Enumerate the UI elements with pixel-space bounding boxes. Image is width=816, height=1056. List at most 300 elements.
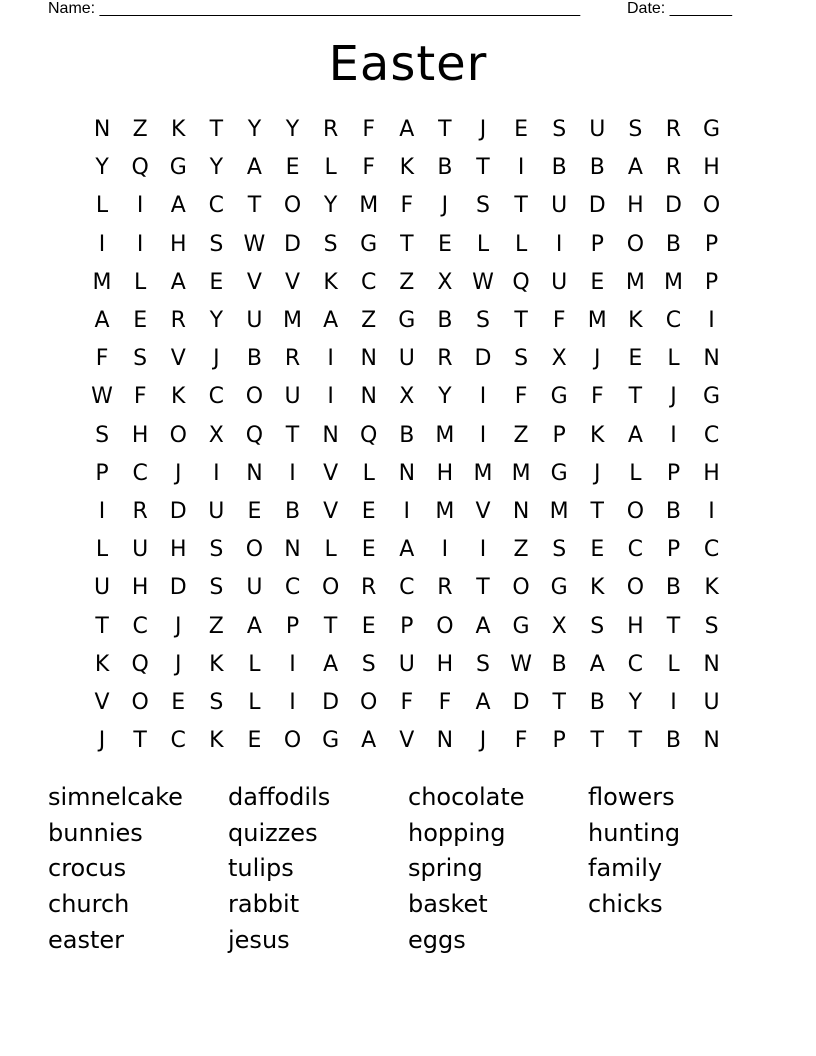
grid-letter: B	[437, 308, 453, 334]
word-bank-item: flowers	[588, 783, 675, 811]
grid-letter: A	[361, 728, 377, 754]
grid-letter: F	[362, 155, 376, 181]
grid-letter: U	[93, 575, 111, 601]
grid-letter: O	[360, 689, 378, 715]
word-bank-item: spring	[408, 854, 483, 883]
grid-letter: K	[399, 155, 415, 181]
grid-letter: V	[246, 269, 262, 295]
grid-letter: S	[476, 308, 490, 334]
grid-letter: E	[247, 728, 262, 754]
header-line	[0, 0, 816, 20]
grid-letter: C	[627, 651, 644, 677]
grid-letter: S	[209, 537, 224, 563]
grid-letter: T	[438, 117, 452, 143]
grid-letter: J	[670, 384, 677, 410]
grid-letter: S	[133, 346, 148, 372]
grid-letter: N	[703, 728, 720, 754]
grid-letter: E	[285, 155, 300, 181]
grid-letter: I	[403, 498, 411, 524]
grid-letter: E	[590, 537, 605, 563]
grid-letter: F	[400, 689, 414, 715]
grid-letter: O	[245, 537, 264, 563]
grid-letter: H	[131, 422, 149, 448]
grid-letter: J	[594, 346, 601, 372]
grid-letter: H	[131, 575, 149, 601]
grid-letter: U	[208, 498, 225, 524]
grid-letter: P	[552, 422, 566, 448]
grid-letter: V	[94, 689, 110, 715]
grid-letter: Y	[95, 155, 109, 181]
grid-letter: N	[398, 460, 416, 486]
grid-letter: I	[327, 384, 334, 410]
word-bank-item: church	[48, 890, 130, 919]
grid-letter: G	[703, 384, 721, 410]
grid-letter: F	[362, 117, 376, 143]
grid-letter: Z	[513, 422, 529, 448]
grid-letter: F	[514, 384, 528, 410]
grid-letter: N	[284, 537, 301, 563]
grid-letter: L	[514, 231, 528, 257]
grid-letter: D	[664, 193, 682, 219]
grid-letter: S	[476, 651, 490, 677]
grid-letter: K	[209, 728, 224, 754]
grid-letter: K	[171, 384, 186, 410]
grid-letter: E	[514, 117, 529, 143]
grid-letter: Y	[285, 117, 300, 143]
grid-letter: F	[552, 308, 566, 334]
grid-letter: Q	[245, 422, 264, 448]
grid-letter: I	[327, 346, 334, 372]
grid-letter: C	[399, 575, 415, 601]
grid-letter: T	[628, 728, 643, 754]
grid-letter: G	[550, 384, 568, 410]
grid-letter: T	[400, 231, 414, 257]
grid-letter: G	[512, 613, 530, 639]
grid-letter: Q	[512, 269, 530, 295]
grid-letter: F	[95, 346, 109, 372]
grid-letter: L	[362, 460, 375, 486]
grid-letter: B	[589, 689, 605, 715]
word-bank-item: hunting	[588, 818, 681, 847]
name-field[interactable]: Name: ______________________________________________________	[48, 0, 581, 17]
grid-letter: Q	[360, 422, 378, 448]
grid-letter: R	[361, 575, 377, 601]
grid-letter: A	[323, 308, 339, 334]
grid-letter: Z	[208, 613, 224, 639]
grid-letter: J	[213, 346, 220, 372]
grid-letter: Z	[513, 537, 529, 563]
grid-letter: M	[435, 422, 455, 448]
grid-letter: D	[512, 689, 530, 715]
grid-letter: P	[704, 231, 719, 257]
grid-letter: A	[399, 117, 415, 143]
grid-letter: T	[133, 728, 147, 754]
grid-letter: G	[169, 155, 187, 181]
grid-letter: C	[208, 384, 225, 410]
grid-letter: R	[437, 575, 453, 601]
grid-letter: J	[98, 728, 106, 754]
grid-letter: I	[479, 422, 487, 448]
grid-letter: C	[703, 537, 720, 563]
grid-letter: T	[476, 155, 490, 181]
grid-letter: M	[92, 269, 112, 295]
word-bank-item: hopping	[408, 818, 506, 847]
grid-letter: A	[94, 308, 110, 334]
grid-letter: W	[472, 269, 494, 295]
grid-letter: P	[95, 460, 109, 486]
grid-letter: L	[667, 346, 680, 372]
grid-letter: M	[625, 269, 645, 295]
grid-letter: W	[243, 231, 266, 257]
grid-letter: O	[436, 613, 454, 639]
grid-letter: B	[284, 498, 301, 524]
grid-letter: U	[703, 689, 720, 715]
grid-letter: J	[441, 193, 449, 219]
grid-letter: R	[665, 155, 682, 181]
letter-grid	[83, 111, 731, 760]
grid-letter: D	[588, 193, 606, 219]
grid-letter: D	[322, 689, 340, 715]
grid-letter: I	[136, 231, 144, 257]
grid-letter: O	[169, 422, 187, 448]
grid-letter: P	[704, 269, 719, 295]
grid-letter: B	[665, 575, 681, 601]
word-bank-item: daffodils	[228, 783, 331, 811]
grid-letter: K	[704, 575, 719, 601]
grid-letter: D	[474, 346, 492, 372]
grid-letter: X	[208, 422, 224, 448]
grid-letter: B	[665, 728, 681, 754]
grid-letter: O	[702, 193, 721, 219]
grid-letter: L	[629, 460, 642, 486]
grid-letter: L	[324, 155, 337, 181]
grid-letter: M	[359, 193, 379, 219]
grid-letter: E	[247, 498, 262, 524]
grid-letter: O	[321, 575, 340, 601]
grid-letter: A	[170, 269, 186, 295]
grid-letter: D	[169, 575, 187, 601]
grid-letter: B	[551, 651, 567, 677]
grid-letter: T	[247, 193, 262, 219]
grid-letter: Z	[399, 269, 415, 295]
grid-letter: N	[360, 346, 377, 372]
grid-letter: B	[399, 422, 415, 448]
grid-letter: Y	[628, 689, 643, 715]
grid-letter: U	[398, 346, 415, 372]
grid-letter: L	[95, 537, 109, 563]
grid-letter: H	[436, 651, 454, 677]
grid-letter: E	[171, 689, 186, 715]
grid-letter: L	[667, 651, 680, 677]
grid-letter: I	[479, 537, 487, 563]
grid-letter: R	[665, 117, 682, 143]
grid-letter: C	[665, 308, 682, 334]
grid-letter: C	[627, 537, 644, 563]
grid-letter: U	[284, 384, 301, 410]
grid-letter: B	[665, 498, 681, 524]
grid-letter: S	[552, 537, 567, 563]
grid-letter: F	[400, 193, 414, 219]
grid-letter: N	[436, 728, 454, 754]
grid-letter: U	[589, 117, 606, 143]
grid-letter: M	[283, 308, 302, 334]
grid-letter: D	[284, 231, 301, 257]
grid-letter: A	[627, 155, 643, 181]
grid-letter: C	[284, 575, 301, 601]
grid-letter: S	[209, 575, 224, 601]
grid-letter: N	[360, 384, 377, 410]
grid-letter: B	[551, 155, 567, 181]
grid-letter: T	[323, 613, 338, 639]
grid-letter: J	[174, 460, 182, 486]
grid-letter: P	[552, 728, 566, 754]
grid-letter: N	[703, 651, 720, 677]
grid-letter: S	[95, 422, 110, 448]
grid-letter: F	[133, 384, 147, 410]
grid-letter: S	[514, 346, 529, 372]
word-bank-item: family	[588, 854, 663, 883]
word-bank-item: basket	[408, 890, 488, 919]
grid-letter: A	[246, 155, 262, 181]
grid-letter: T	[590, 728, 604, 754]
grid-letter: S	[361, 651, 376, 677]
grid-letter: T	[514, 308, 528, 334]
grid-letter: E	[628, 346, 643, 372]
grid-letter: G	[550, 575, 568, 601]
grid-letter: H	[436, 460, 454, 486]
grid-letter: V	[323, 460, 339, 486]
grid-letter: O	[626, 231, 645, 257]
grid-letter: C	[361, 269, 377, 295]
grid-letter: F	[514, 728, 528, 754]
grid-letter: F	[590, 384, 604, 410]
grid-letter: P	[666, 537, 681, 563]
grid-letter: I	[708, 498, 715, 524]
grid-letter: A	[475, 689, 491, 715]
grid-letter: O	[512, 575, 530, 601]
grid-letter: M	[435, 498, 455, 524]
word-bank-item: easter	[48, 925, 125, 954]
grid-letter: X	[399, 384, 415, 410]
grid-letter: I	[289, 651, 296, 677]
grid-letter: X	[437, 269, 453, 295]
grid-letter: S	[209, 689, 224, 715]
grid-letter: S	[323, 231, 338, 257]
grid-letter: E	[437, 231, 452, 257]
grid-letter: V	[170, 346, 186, 372]
grid-letter: U	[398, 651, 415, 677]
grid-letter: I	[98, 498, 106, 524]
grid-letter: L	[95, 193, 109, 219]
grid-letter: N	[703, 346, 720, 372]
grid-letter: J	[479, 728, 487, 754]
grid-letter: T	[95, 613, 109, 639]
grid-letter: T	[666, 613, 681, 639]
word-bank-item: tulips	[228, 854, 294, 883]
grid-letter: K	[628, 308, 643, 334]
grid-letter: E	[361, 498, 376, 524]
grid-letter: I	[98, 231, 106, 257]
word-bank-item: chocolate	[408, 783, 525, 811]
grid-letter: K	[209, 651, 224, 677]
grid-letter: S	[704, 613, 719, 639]
grid-letter: J	[479, 117, 487, 143]
grid-letter: Q	[131, 155, 149, 181]
grid-letter: U	[551, 193, 568, 219]
grid-letter: U	[246, 308, 263, 334]
grid-letter: Y	[323, 193, 338, 219]
grid-letter: H	[627, 193, 644, 219]
grid-letter: K	[590, 422, 605, 448]
grid-letter: H	[627, 613, 644, 639]
grid-letter: G	[322, 728, 340, 754]
grid-letter: O	[626, 575, 645, 601]
grid-letter: S	[209, 231, 224, 257]
grid-letter: A	[246, 613, 262, 639]
grid-letter: I	[213, 460, 220, 486]
grid-letter: B	[665, 231, 681, 257]
grid-letter: A	[589, 651, 605, 677]
grid-letter: M	[511, 460, 531, 486]
grid-letter: O	[626, 498, 645, 524]
grid-letter: P	[400, 613, 414, 639]
word-bank-item: quizzes	[228, 818, 318, 847]
word-bank-item: bunnies	[48, 818, 143, 847]
grid-letter: I	[289, 460, 296, 486]
word-bank-item: simnelcake	[48, 783, 183, 811]
grid-letter: I	[670, 689, 677, 715]
grid-letter: T	[552, 689, 566, 715]
grid-letter: H	[169, 537, 187, 563]
grid-letter: J	[174, 613, 182, 639]
grid-letter: V	[284, 269, 301, 295]
grid-letter: E	[133, 308, 148, 334]
grid-letter: J	[594, 460, 601, 486]
grid-letter: G	[398, 308, 416, 334]
grid-letter: M	[587, 308, 607, 334]
grid-letter: C	[170, 728, 186, 754]
grid-letter: N	[512, 498, 530, 524]
date-field[interactable]: Date: _______	[627, 0, 732, 17]
word-bank-item: rabbit	[228, 890, 300, 919]
grid-letter: U	[132, 537, 149, 563]
grid-letter: C	[132, 613, 148, 639]
word-bank-item: crocus	[48, 854, 127, 883]
grid-letter: R	[437, 346, 453, 372]
grid-letter: D	[169, 498, 187, 524]
word-bank	[48, 780, 768, 958]
grid-letter: M	[473, 460, 493, 486]
grid-letter: I	[670, 422, 677, 448]
grid-letter: B	[589, 155, 605, 181]
grid-letter: I	[555, 231, 563, 257]
grid-letter: A	[170, 193, 186, 219]
grid-letter: L	[476, 231, 490, 257]
grid-letter: X	[551, 613, 567, 639]
grid-letter: G	[550, 460, 568, 486]
word-bank-item: jesus	[228, 925, 290, 954]
grid-letter: V	[399, 728, 415, 754]
grid-letter: O	[283, 193, 302, 219]
grid-letter: T	[590, 498, 604, 524]
grid-letter: N	[93, 117, 111, 143]
grid-letter: K	[94, 651, 110, 677]
grid-letter: F	[438, 689, 452, 715]
grid-letter: K	[323, 269, 338, 295]
grid-letter: Y	[438, 384, 452, 410]
grid-letter: N	[322, 422, 339, 448]
grid-letter: L	[134, 269, 147, 295]
grid-letter: T	[285, 422, 300, 448]
grid-letter: R	[322, 117, 339, 143]
grid-letter: C	[703, 422, 720, 448]
grid-letter: I	[441, 537, 449, 563]
grid-letter: E	[590, 269, 605, 295]
grid-letter: Y	[209, 155, 224, 181]
grid-letter: J	[174, 651, 182, 677]
grid-letter: U	[551, 269, 568, 295]
grid-letter: N	[246, 460, 263, 486]
grid-letter: C	[208, 193, 225, 219]
grid-letter: O	[131, 689, 149, 715]
grid-letter: R	[132, 498, 148, 524]
grid-letter: T	[514, 193, 528, 219]
grid-letter: G	[703, 117, 721, 143]
grid-letter: U	[246, 575, 263, 601]
grid-letter: I	[479, 384, 487, 410]
grid-letter: S	[590, 613, 605, 639]
grid-letter: K	[171, 117, 186, 143]
grid-letter: K	[590, 575, 605, 601]
grid-letter: O	[245, 384, 264, 410]
grid-letter: H	[169, 231, 187, 257]
grid-letter: W	[91, 384, 113, 410]
grid-letter: A	[627, 422, 643, 448]
grid-letter: B	[437, 155, 453, 181]
grid-letter: B	[246, 346, 262, 372]
grid-letter: E	[209, 269, 224, 295]
grid-letter: P	[285, 613, 300, 639]
grid-letter: L	[248, 689, 261, 715]
grid-letter: L	[248, 651, 261, 677]
grid-letter: Y	[209, 308, 224, 334]
grid-letter: A	[323, 651, 339, 677]
grid-letter: S	[552, 117, 567, 143]
grid-letter: G	[360, 231, 378, 257]
grid-letter: M	[549, 498, 569, 524]
grid-letter: W	[510, 651, 532, 677]
grid-letter: T	[209, 117, 224, 143]
grid-letter: Y	[247, 117, 262, 143]
grid-letter: P	[666, 460, 681, 486]
grid-letter: S	[476, 193, 490, 219]
grid-letter: V	[323, 498, 339, 524]
grid-letter: Z	[361, 308, 377, 334]
grid-letter: T	[628, 384, 643, 410]
grid-letter: I	[708, 308, 715, 334]
grid-letter: O	[283, 728, 302, 754]
grid-letter: S	[628, 117, 643, 143]
grid-letter: H	[703, 155, 720, 181]
grid-letter: R	[284, 346, 301, 372]
page-title: Easter	[328, 36, 488, 92]
grid-letter: M	[663, 269, 683, 295]
grid-letter: I	[136, 193, 144, 219]
grid-letter: C	[132, 460, 148, 486]
grid-letter: Z	[132, 117, 148, 143]
grid-letter: E	[361, 613, 376, 639]
grid-letter: E	[361, 537, 376, 563]
